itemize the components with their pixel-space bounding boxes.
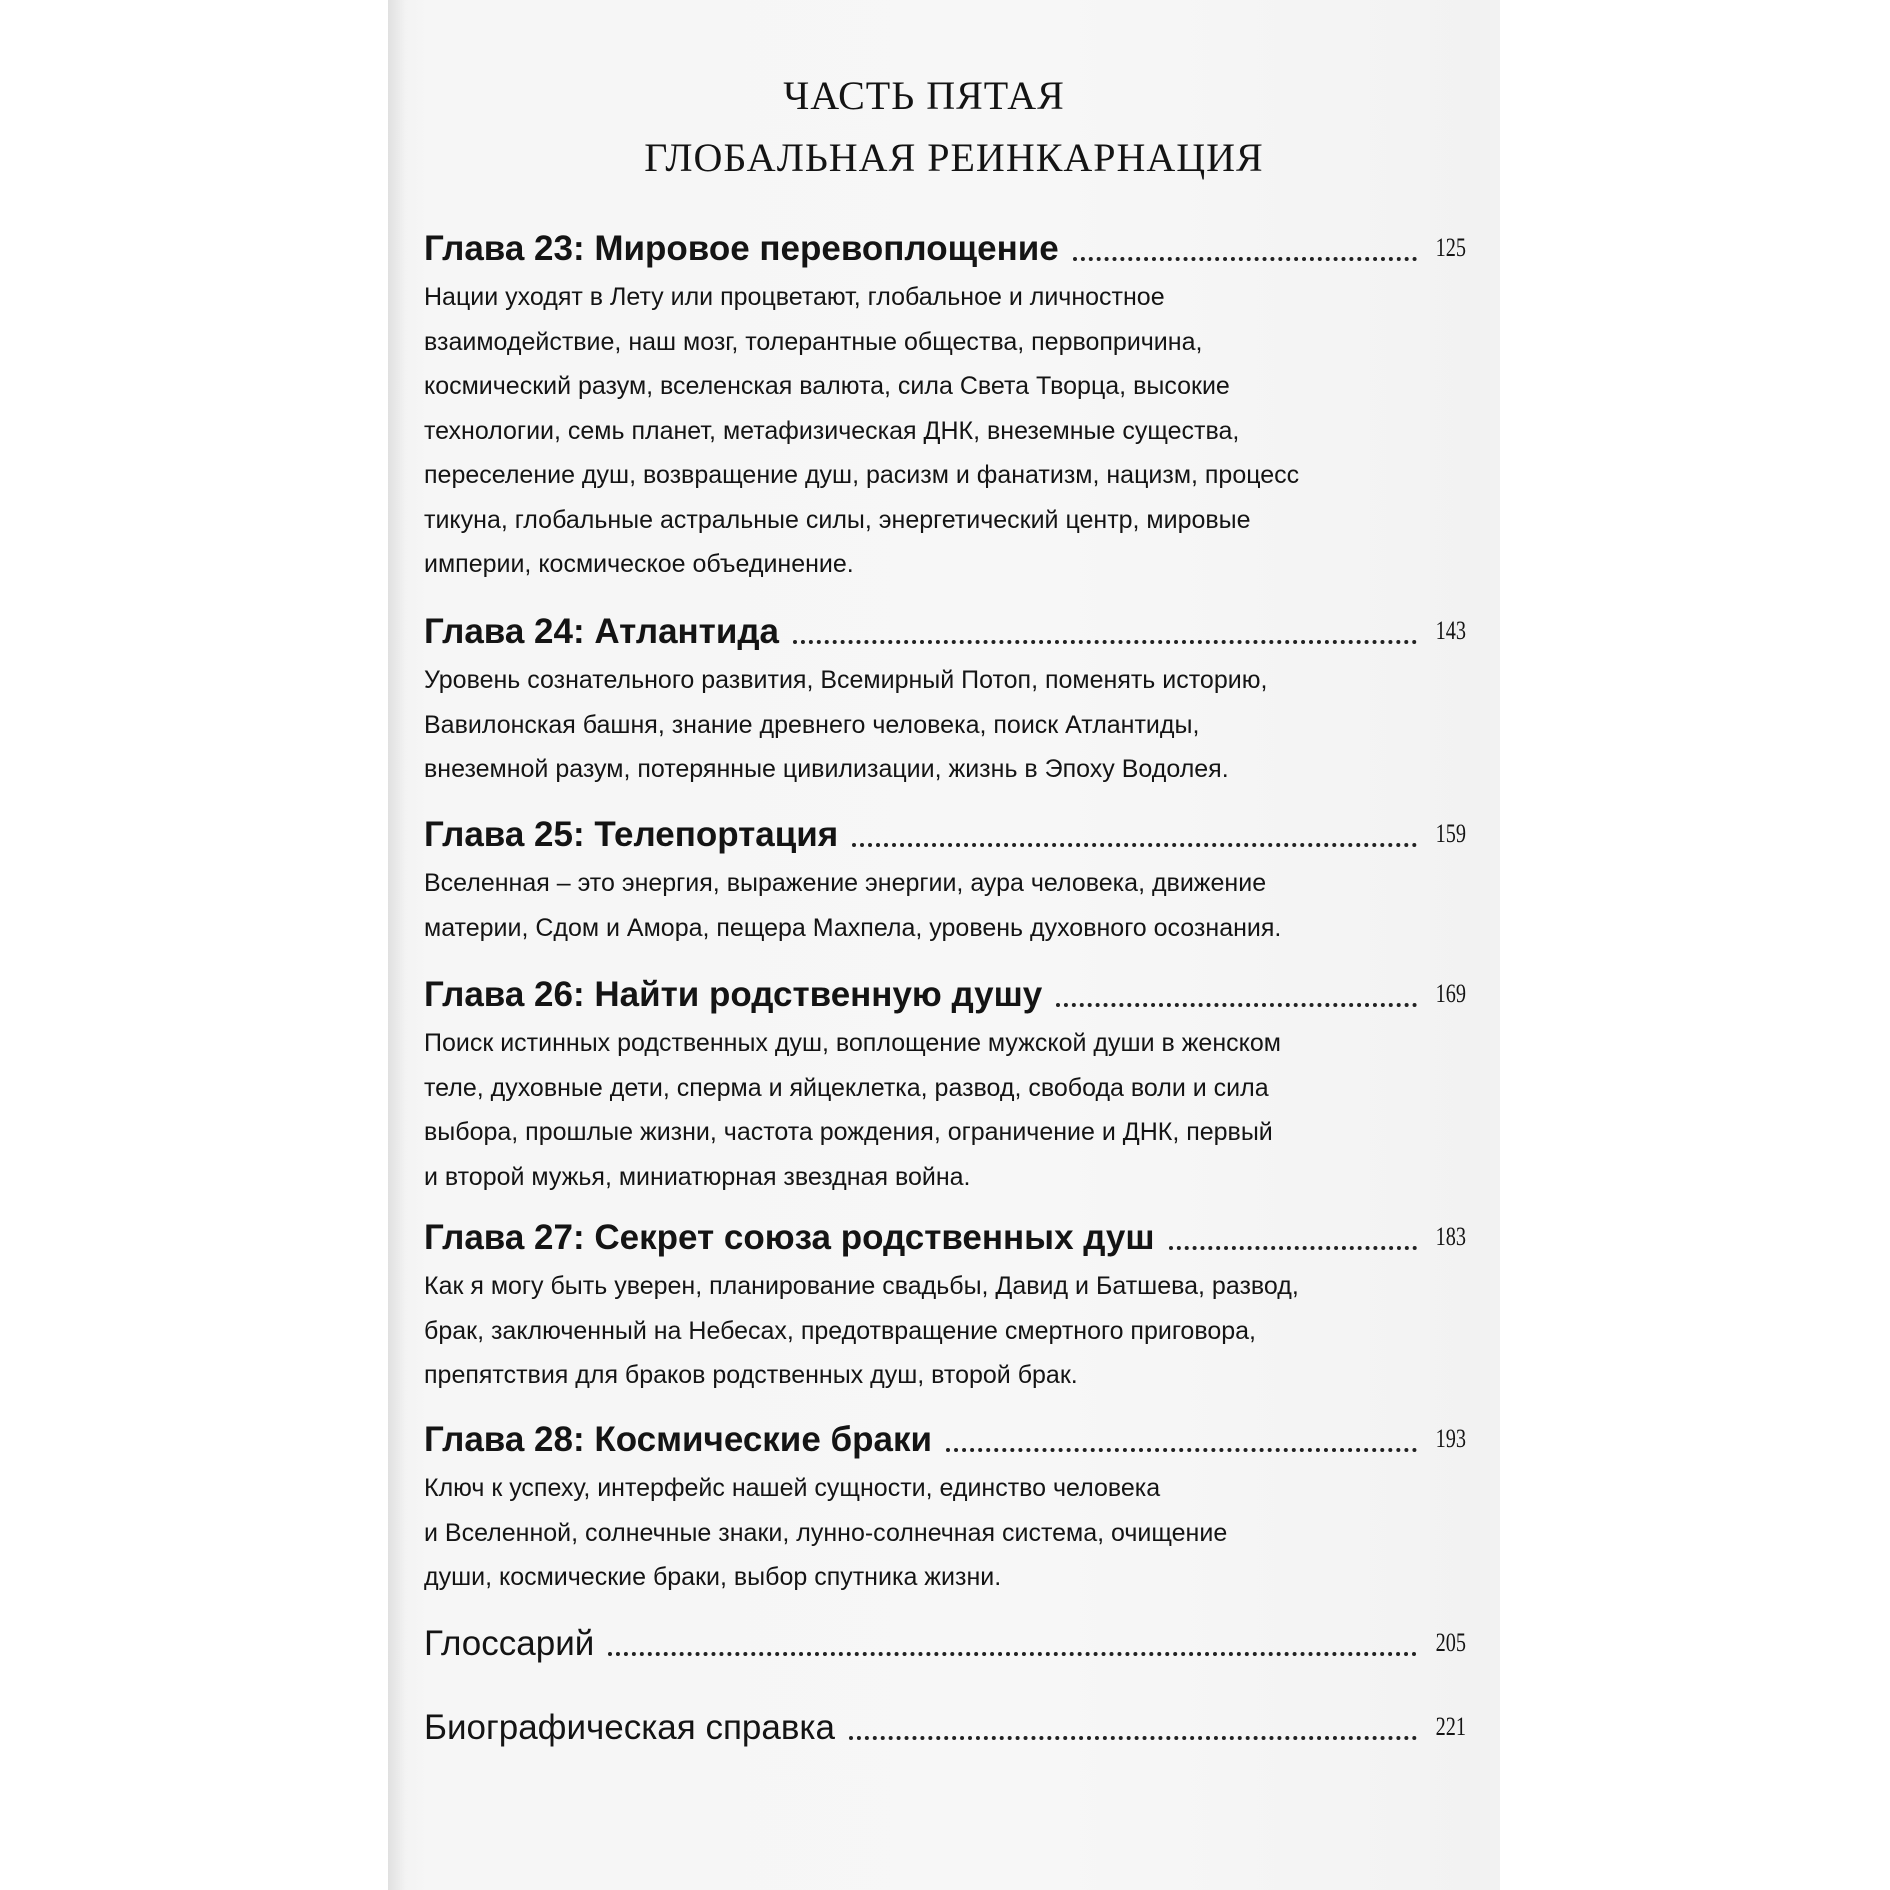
chapter-title: Глава 25: Телепортация [424,815,839,854]
description-line: Вселенная – это энергия, выражение энергии, аура человека, движение [424,869,1267,897]
description-line: выбора, прошлые жизни, частота рождения, ограничение и ДНК, первый [424,1118,1273,1146]
chapter-description [424,1466,1466,1600]
toc-entry-header [424,1218,1466,1258]
description-line: Уровень сознательного развития, Всемирный Потоп, поменять историю, [424,666,1268,694]
chapter-title: Глава 24: Атлантида [424,612,780,651]
toc-entry-chapter-25 [424,815,1466,950]
toc-entry-chapter-27 [424,1218,1466,1398]
chapter-title: Глава 23: Мировое перевоплощение [424,229,1059,268]
dot-leader [793,640,1417,644]
description-line: Ключ к успеху, интерфейс нашей сущности, единство человека [424,1474,1161,1502]
description-line: Как я могу быть уверен, планирование свадьбы, Давид и Батшева, развод, [424,1272,1299,1300]
description-line: и Вселенной, солнечные знаки, лунно-солнечная система, очищение [424,1518,1228,1547]
section-title: Биографическая справка [424,1708,835,1747]
toc-entry-header [424,975,1466,1015]
description-line: брак, заключенный на Небесах, предотвращение смертного приговора, [424,1316,1256,1345]
toc-entry-chapter-26 [424,975,1466,1199]
dot-leader [1169,1246,1417,1250]
page-number: 143 [1435,616,1466,645]
dot-leader [852,843,1417,847]
description-line: и второй мужья, миниатюрная звездная война. [424,1162,971,1191]
chapter-description [424,861,1466,950]
chapter-description [424,658,1466,792]
toc-entry-biography [424,1708,1466,1748]
dot-leader [1073,257,1417,261]
toc-entry-chapter-23 [424,229,1466,587]
description-line: переселение душ, возвращение душ, расизм и фанатизм, нацизм, процесс [424,461,1300,489]
toc-entry-header [424,815,1466,855]
description-line: Нации уходят в Лету или процветают, глобальное и личностное [424,283,1165,311]
chapter-title: Глава 26: Найти родственную душу [424,975,1043,1014]
page-number: 205 [1435,1628,1466,1657]
toc-entry-header [424,1624,1466,1664]
chapter-description [424,275,1466,587]
description-line: тикуна, глобальные астральные силы, энергетический центр, мировые [424,505,1251,534]
toc-entry-header [424,612,1466,652]
chapter-description [424,1264,1466,1398]
dot-leader [608,1652,1417,1656]
description-line: материи, Сдом и Амора, пещера Махпела, уровень духовного осознания. [424,913,1282,942]
page-number: 125 [1435,233,1466,262]
toc-entry-chapter-28 [424,1420,1466,1600]
toc-entry-header [424,229,1466,269]
page-gutter-shadow [388,0,406,1890]
toc-entry-chapter-24 [424,612,1466,792]
description-line: технологии, семь планет, метафизическая ДНК, внеземные существа, [424,416,1240,445]
dot-leader [946,1448,1417,1452]
page-number: 159 [1435,819,1466,848]
description-line: внеземной разум, потерянные цивилизации, жизнь в Эпоху Водолея. [424,755,1229,783]
toc-entry-header [424,1420,1466,1460]
chapter-title: Глава 28: Космические браки [424,1420,933,1459]
page-number: 193 [1435,1424,1466,1453]
toc-entry-header [424,1708,1466,1748]
description-line: Поиск истинных родственных душ, воплощение мужской души в женском [424,1029,1281,1057]
dot-leader [1056,1003,1417,1007]
description-line: Вавилонская башня, знание древнего человека, поиск Атлантиды, [424,710,1200,739]
toc-entry-glossary [424,1624,1466,1664]
description-line: взаимодействие, наш мозг, толерантные общества, первопричина, [424,327,1203,356]
description-line: препятствия для браков родственных душ, второй брак. [424,1361,1078,1389]
description-line: империи, космическое объединение. [424,550,854,578]
chapter-description [424,1021,1466,1199]
chapter-title: Глава 27: Секрет союза родственных душ [424,1218,1155,1257]
section-title: Глоссарий [424,1624,595,1663]
part-label: ЧАСТЬ ПЯТАЯ [783,73,1065,118]
book-page [388,0,1500,1890]
page-number: 183 [1435,1222,1466,1251]
part-title: ГЛОБАЛЬНАЯ РЕИНКАРНАЦИЯ [644,135,1264,180]
page-number: 221 [1435,1712,1466,1741]
description-line: космический разум, вселенская валюта, сила Света Творца, высокие [424,372,1230,400]
page-number: 169 [1435,979,1466,1008]
description-line: теле, духовные дети, сперма и яйцеклетка, развод, свобода воли и сила [424,1073,1269,1102]
description-line: души, космические браки, выбор спутника жизни. [424,1563,1002,1591]
dot-leader [849,1736,1417,1740]
